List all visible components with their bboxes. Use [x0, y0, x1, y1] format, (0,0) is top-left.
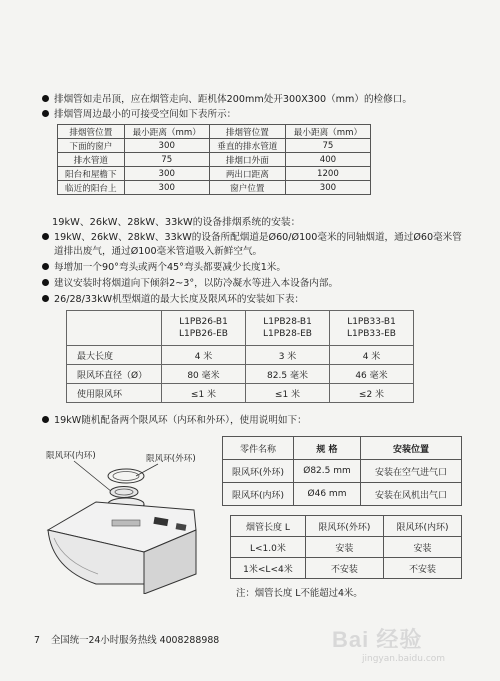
- bullet-clearance: 排烟管周边最小的可接受空间如下表所示：: [42, 108, 482, 122]
- baidu-watermark: [332, 623, 482, 675]
- length-table: [230, 515, 462, 579]
- table-row: 最大长度 4 米 3 米 4 米: [67, 346, 414, 365]
- model-header: L1PB33-B1 L1PB33-EB: [330, 311, 414, 346]
- table-row: 限风环直径（Ø） 80 毫米 82.5 毫米 46 毫米: [67, 365, 414, 384]
- bullet-icon: [42, 95, 49, 102]
- length-note: 注：烟管长度 L不能超过4米。: [236, 588, 363, 599]
- bullet-elbow: 每增加一个90°弯头或两个45°弯头都要减少长度1米。: [42, 261, 482, 275]
- page-footer: [34, 632, 219, 646]
- clearance-table: [57, 124, 371, 195]
- table-row: 使用限风环 ≤1 米 ≤1 米 ≤2 米: [67, 384, 414, 403]
- bullet-icon: [42, 295, 49, 302]
- bullet-flue-size-cont: 道排出废气，通过Ø100毫米管道吸入新鲜空气。: [54, 246, 263, 257]
- model-header: L1PB26-B1 L1PB26-EB: [162, 311, 246, 346]
- table-row: 下面的窗户 300 垂直的排水管道 75: [58, 139, 371, 153]
- flue-ring-diagram: [34, 434, 232, 594]
- col-header: 排烟管位置: [209, 125, 285, 139]
- watermark-brand: Bai 经验: [332, 627, 423, 652]
- label-outer-ring: 限风环(外环): [146, 454, 196, 464]
- bullet-slope: 建议安装时将烟道向下倾斜2~3°，以防冷凝水等进入本设备内部。: [42, 277, 482, 291]
- label-inner-ring: 限风环(内环): [46, 451, 96, 461]
- table-row: L<1.0米 安装 安装: [231, 537, 462, 558]
- section-heading: 19kW、26kW、28kW、33kW的设备排烟系统的安装：: [52, 217, 301, 228]
- col-header: 规 格: [294, 437, 361, 460]
- col-header: 烟管长度 L: [231, 516, 306, 537]
- bullet-flue-size: 19kW、26kW、28kW、33kW的设备所配烟道是Ø60/Ø100毫米的同轴烟道，通过Ø60毫米管: [42, 231, 482, 245]
- bullet-icon: [42, 279, 49, 286]
- model-header: L1PB28-B1 L1PB28-EB: [246, 311, 330, 346]
- bullet-max-length: 26/28/33kW机型烟道的最大长度及限风环的安装如下表：: [42, 293, 482, 307]
- table-row: 排水管道 75 排烟口外面 400: [58, 153, 371, 167]
- table-row: 阳台和屋檐下 300 两出口距离 1200: [58, 167, 371, 181]
- flue-length-table: [66, 310, 414, 403]
- col-header: 最小距离（mm）: [124, 125, 209, 139]
- hotline-text: 全国统一24小时服务热线 4008288988: [50, 635, 220, 646]
- watermark-url: jingyan.baidu.com: [362, 654, 446, 664]
- col-header: 最小距离（mm）: [285, 125, 370, 139]
- table-row: 临近的阳台上 300 窗户位置 300: [58, 181, 371, 195]
- table-row: 限风环(内环) Ø46 mm 安装在风机出气口: [223, 483, 462, 506]
- page-number: 7: [34, 635, 40, 646]
- col-header: 排烟管位置: [58, 125, 125, 139]
- col-header: 安装位置: [361, 437, 462, 460]
- col-header: 限风环(外环): [305, 516, 383, 537]
- table-row: 限风环(外环) Ø82.5 mm 安装在空气进气口: [223, 460, 462, 483]
- bullet-icon: [42, 263, 49, 270]
- parts-table: [222, 436, 462, 506]
- bullet-icon: [42, 416, 49, 423]
- col-header: 限风环(内环): [383, 516, 461, 537]
- bullet-inspection-port: 排烟管如走吊顶，应在烟管走向、距机体200mm处开300X300（mm）的检修口。: [42, 93, 482, 107]
- table-row: 1米<L<4米 不安装 不安装: [231, 558, 462, 579]
- col-header: 零件名称: [223, 437, 294, 460]
- bullet-icon: [42, 110, 49, 117]
- bullet-icon: [42, 233, 49, 240]
- bullet-ring: 19kW随机配备两个限风环（内环和外环），使用说明如下：: [42, 414, 482, 428]
